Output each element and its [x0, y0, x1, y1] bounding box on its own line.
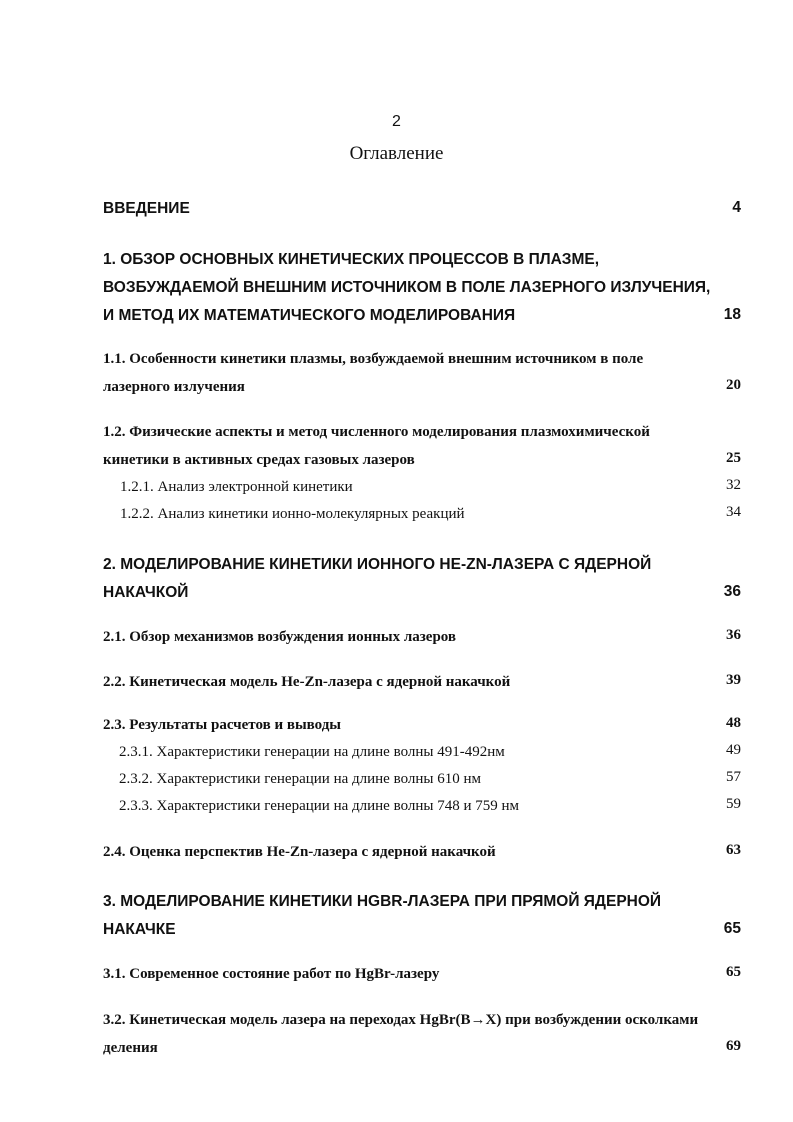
toc-chapter-1-page: 18	[723, 306, 741, 323]
toc-section-2-3: 2.3. Результаты расчетов и выводы	[103, 717, 342, 733]
toc-section-3-2-line-1: 3.2. Кинетическая модель лазера на переходах HgBr(B→X) при возбуждении осколками	[103, 1012, 699, 1028]
page-number: 2	[392, 113, 401, 130]
toc-entry-intro-page: 4	[732, 199, 741, 216]
toc-chapter-2-page: 36	[723, 583, 741, 600]
toc-section-1-2-line-2: кинетики в активных средах газовых лазеров	[103, 452, 415, 468]
toc-subsection-1-2-1: 1.2.1. Анализ электронной кинетики	[120, 479, 353, 495]
toc-section-2-4: 2.4. Оценка перспектив He-Zn-лазера с ядерной накачкой	[103, 844, 496, 860]
toc-section-2-2-page: 39	[726, 672, 741, 688]
toc-section-2-2: 2.2. Кинетическая модель He-Zn-лазера с ядерной накачкой	[103, 674, 511, 690]
toc-subsection-2-3-1: 2.3.1. Характеристики генерации на длине волны 491-492нм	[119, 744, 505, 760]
toc-section-3-1-page: 65	[726, 964, 741, 980]
toc-subsection-1-2-2-page: 34	[726, 504, 741, 520]
toc-section-3-2-page: 69	[726, 1038, 741, 1054]
toc-section-1-1-line-1: 1.1. Особенности кинетики плазмы, возбуждаемой внешним источником в поле	[103, 351, 644, 367]
toc-subsection-2-3-2: 2.3.2. Характеристики генерации на длине волны 610 нм	[119, 771, 481, 787]
toc-section-1-2-page: 25	[726, 450, 741, 466]
toc-section-1-1-page: 20	[726, 377, 741, 393]
toc-subsection-2-3-2-page: 57	[726, 769, 741, 785]
toc-chapter-2-line-2: НАКАЧКОЙ	[103, 584, 189, 601]
toc-chapter-1-line-2: ВОЗБУЖДАЕМОЙ ВНЕШНИМ ИСТОЧНИКОМ В ПОЛЕ ЛАЗЕРНОГО ИЗЛУЧЕНИЯ,	[103, 279, 711, 296]
toc-subsection-1-2-1-page: 32	[726, 477, 741, 493]
toc-chapter-2-line-1: 2. МОДЕЛИРОВАНИЕ КИНЕТИКИ ИОННОГО HE-ZN-ЛАЗЕРА С ЯДЕРНОЙ	[103, 556, 652, 573]
toc-subsection-1-2-2: 1.2.2. Анализ кинетики ионно-молекулярных реакций	[120, 506, 465, 522]
toc-section-2-3-page: 48	[726, 715, 741, 731]
toc-section-3-2-line-2: деления	[103, 1040, 158, 1056]
toc-chapter-3-line-2: НАКАЧКЕ	[103, 921, 176, 938]
toc-chapter-1-line-1: 1. ОБЗОР ОСНОВНЫХ КИНЕТИЧЕСКИХ ПРОЦЕССОВ В ПЛАЗМЕ,	[103, 251, 600, 268]
toc-entry-intro-line-1: ВВЕДЕНИЕ	[103, 200, 190, 217]
toc-section-2-1-page: 36	[726, 627, 741, 643]
toc-subsection-2-3-3: 2.3.3. Характеристики генерации на длине волны 748 и 759 нм	[119, 798, 520, 814]
toc-section-1-2-line-1: 1.2. Физические аспекты и метод численного моделирования плазмохимической	[103, 424, 650, 440]
toc-title: Оглавление	[349, 143, 444, 164]
toc-chapter-3-line-1: 3. МОДЕЛИРОВАНИЕ КИНЕТИКИ HGBR-ЛАЗЕРА ПРИ ПРЯМОЙ ЯДЕРНОЙ	[103, 893, 662, 910]
toc-section-2-1: 2.1. Обзор механизмов возбуждения ионных лазеров	[103, 629, 457, 645]
toc-chapter-1-line-3: И МЕТОД ИХ МАТЕМАТИЧЕСКОГО МОДЕЛИРОВАНИЯ	[103, 307, 516, 324]
toc-subsection-2-3-1-page: 49	[726, 742, 741, 758]
toc-section-1-1-line-2: лазерного излучения	[103, 379, 245, 395]
toc-subsection-2-3-3-page: 59	[726, 796, 741, 812]
toc-section-2-4-page: 63	[726, 842, 741, 858]
toc-chapter-3-page: 65	[723, 920, 741, 937]
toc-section-3-1: 3.1. Современное состояние работ по HgBr-лазеру	[103, 966, 440, 982]
